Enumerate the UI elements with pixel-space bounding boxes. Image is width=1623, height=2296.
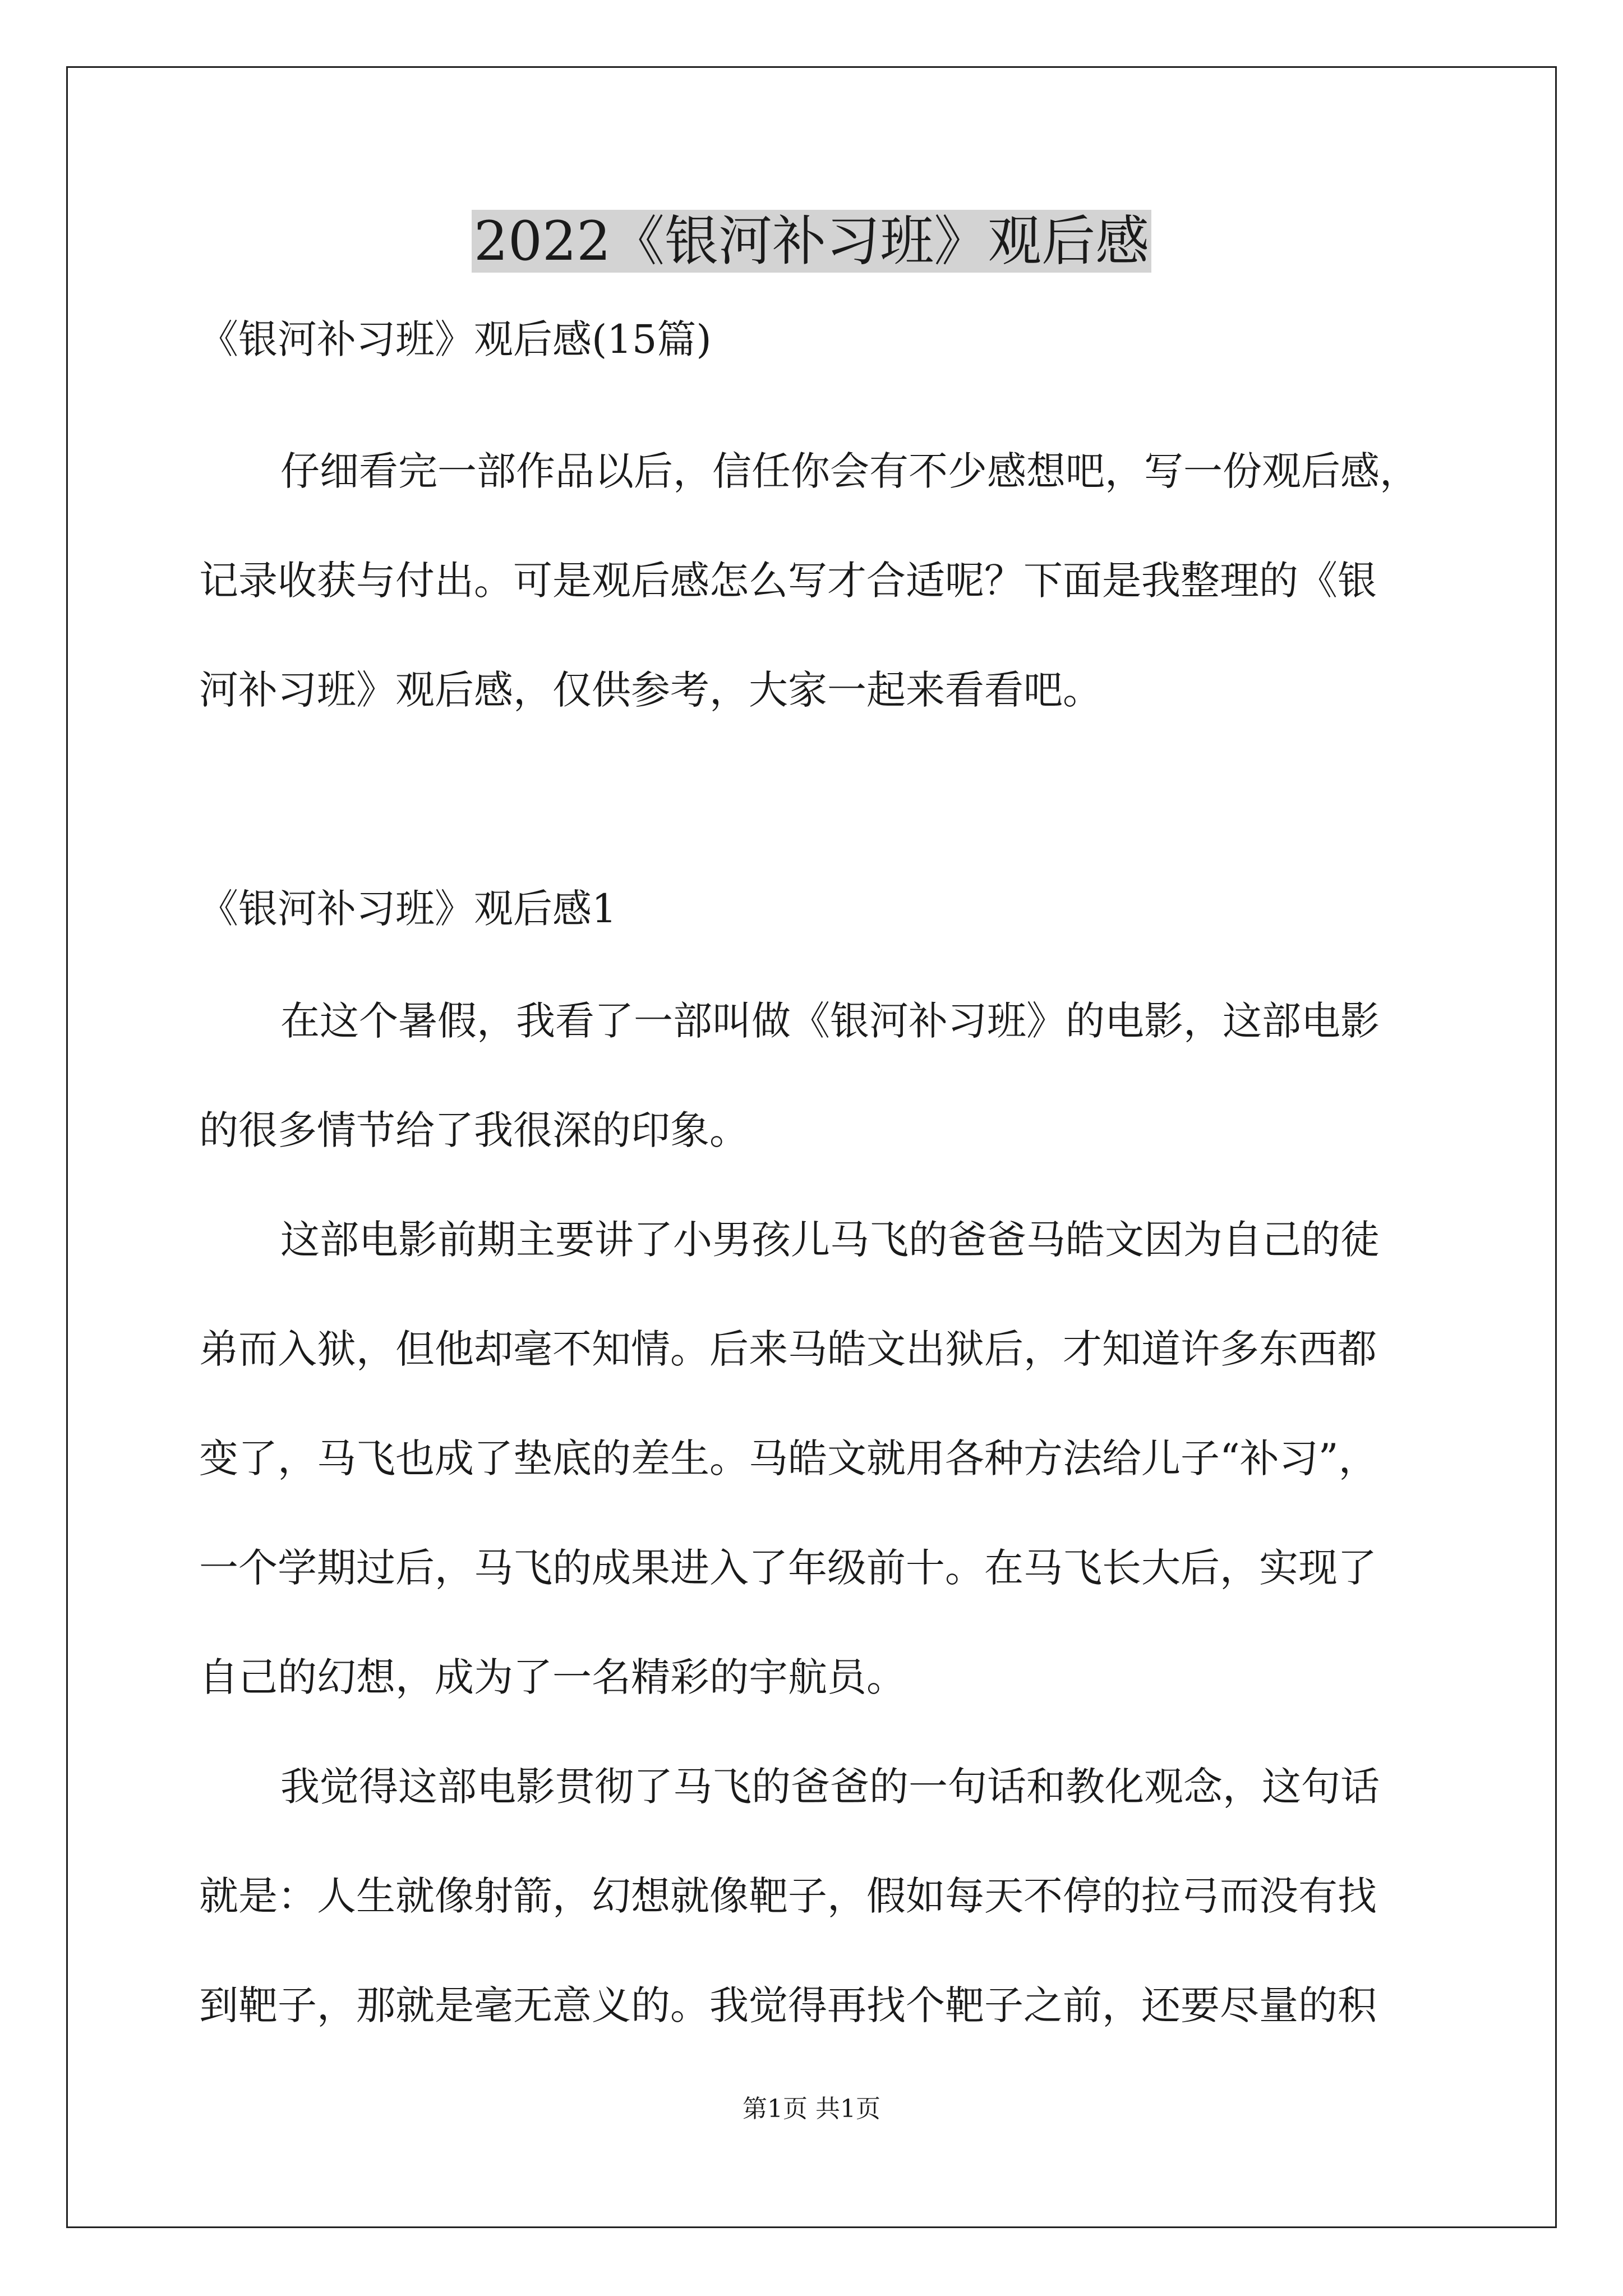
paragraph3-line-3: 到靶子，那就是毫无意义的。我觉得再找个靶子之前，还要尽量的积	[199, 1982, 1377, 2028]
paragraph2-line-5: 自己的幻想，成为了一名精彩的宇航员。	[199, 1654, 906, 1700]
paragraph2-line-4: 一个学期过后，马飞的成果进入了年级前十。在马飞长大后，实现了	[199, 1545, 1377, 1591]
intro-line-2: 记录收获与付出。可是观后感怎么写才合适呢？下面是我整理的《银	[199, 558, 1377, 604]
document-title-text: 2022《银河补习班》观后感	[472, 210, 1151, 273]
paragraph3-line-1: 我觉得这部电影贯彻了马飞的爸爸的一句话和教化观念，这句话	[280, 1764, 1380, 1810]
paragraph2-line-2: 弟而入狱，但他却毫不知情。后来马皓文出狱后，才知道许多东西都	[199, 1326, 1377, 1372]
document-subtitle: 《银河补习班》观后感(15篇)	[199, 316, 712, 362]
paragraph1-line-1: 在这个暑假，我看了一部叫做《银河补习班》的电影，这部电影	[280, 998, 1380, 1044]
intro-line-1: 仔细看完一部作品以后，信任你会有不少感想吧，写一份观后感，	[280, 448, 1419, 494]
document-title	[0, 199, 1623, 283]
paragraph1-line-2: 的很多情节给了我很深的印象。	[199, 1107, 749, 1153]
paragraph2-line-1: 这部电影前期主要讲了小男孩儿马飞的爸爸马皓文因为自己的徒	[280, 1217, 1380, 1263]
section-heading: 《银河补习班》观后感1	[199, 886, 617, 932]
page-footer: 第1页 共1页	[743, 2095, 880, 2123]
intro-line-3: 河补习班》观后感，仅供参考，大家一起来看看吧。	[199, 667, 1102, 713]
paragraph3-line-2: 就是：人生就像射箭，幻想就像靶子，假如每天不停的拉弓而没有找	[199, 1873, 1377, 1919]
paragraph2-line-3: 变了，马飞也成了垫底的差生。马皓文就用各种方法给儿子“补习”，	[199, 1435, 1378, 1481]
